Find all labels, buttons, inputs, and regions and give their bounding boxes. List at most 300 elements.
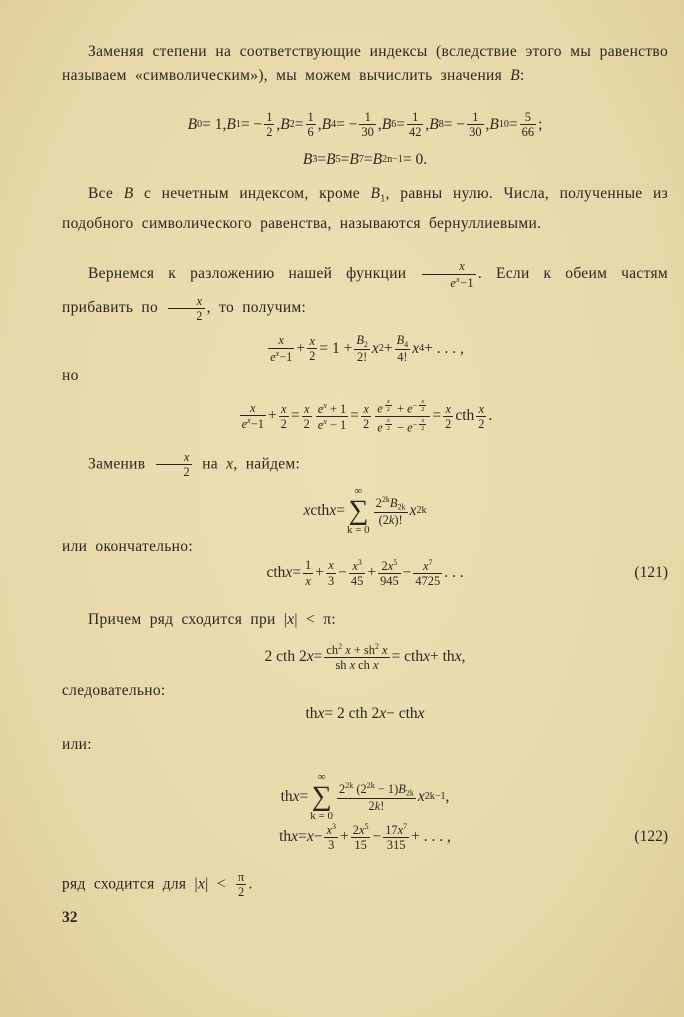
numerator <box>316 401 348 417</box>
text-run: 315 <box>386 838 406 853</box>
numerator <box>324 642 389 658</box>
superscript <box>358 558 362 567</box>
superscript <box>367 781 375 790</box>
math-variable: x <box>412 339 420 357</box>
text-run: следовательно: <box>62 682 166 699</box>
text-run: + <box>367 564 377 582</box>
text-run: − <box>393 420 408 435</box>
denominator <box>385 425 392 432</box>
math-variable: B <box>326 151 336 168</box>
sum-upper-limit: ∞ <box>317 771 326 783</box>
math-variable: e <box>407 401 413 416</box>
math-variable: e <box>317 417 324 432</box>
paragraph <box>62 40 668 88</box>
text-run: 1 <box>364 110 371 124</box>
math-variable: x <box>309 333 315 348</box>
fraction <box>443 402 453 432</box>
denominator <box>303 574 313 588</box>
equation <box>62 486 668 536</box>
text-run: cth <box>455 407 475 425</box>
equation <box>62 822 668 852</box>
text-run: 1 <box>235 118 241 130</box>
superscript <box>383 398 394 414</box>
text-run: 2k <box>416 505 427 516</box>
math-variable: e <box>241 417 248 432</box>
text-run: 42 <box>409 125 422 140</box>
math-variable: x <box>456 274 461 284</box>
equation-number: (122) <box>634 828 668 846</box>
math-variable: x <box>358 822 365 837</box>
text-run: 7 <box>428 558 433 567</box>
equation <box>62 702 668 726</box>
fraction <box>240 401 266 431</box>
text-run: 945 <box>380 574 399 589</box>
text-run: 5 <box>393 558 398 567</box>
math-variable: x <box>397 822 404 837</box>
text-run: th <box>279 828 292 846</box>
math-variable: x <box>247 416 251 426</box>
fraction <box>279 402 289 432</box>
text-run: + <box>296 339 306 357</box>
text-run: − 1 <box>326 417 347 432</box>
text-run: 2 <box>196 308 203 323</box>
text-run: 1 <box>412 110 419 124</box>
numerator <box>407 110 423 125</box>
denominator <box>385 406 392 413</box>
denominator <box>419 425 426 432</box>
superscript <box>383 416 394 433</box>
numerator <box>264 110 274 125</box>
text-run: 7 <box>403 822 408 831</box>
math-variable: e <box>377 420 383 435</box>
text-run: 1 <box>307 110 314 124</box>
paragraph <box>62 364 668 388</box>
denominator <box>395 350 411 364</box>
denominator <box>383 838 409 852</box>
text-run: ch <box>355 658 373 673</box>
text-run: 1 <box>305 558 312 573</box>
text-run: 2 <box>339 781 346 796</box>
math-variable: x <box>292 788 300 805</box>
math-variable: x <box>382 642 388 657</box>
numerator <box>324 822 338 838</box>
denominator <box>354 350 370 364</box>
text-run: (2 <box>353 781 367 796</box>
math-variable: x <box>197 875 206 893</box>
math-variable: x <box>445 401 451 416</box>
text-run: , <box>445 788 450 805</box>
math-variable: B <box>396 333 405 347</box>
denominator <box>316 417 348 432</box>
text-run: 2 cth 2 <box>264 648 307 666</box>
text-run: = <box>432 407 442 425</box>
text-run: + 1 <box>326 401 347 416</box>
math-variable: x <box>417 705 425 722</box>
text-run: 17 <box>385 822 398 837</box>
text-run: 2 <box>280 416 287 431</box>
text-run: cth <box>310 502 330 519</box>
fraction <box>349 558 365 588</box>
numerator <box>279 402 289 417</box>
text-run: = <box>396 115 405 133</box>
denominator <box>351 838 371 852</box>
superscript <box>403 822 407 831</box>
math-variable: x <box>323 416 327 426</box>
denominator <box>349 574 365 588</box>
equation <box>62 772 668 822</box>
numerator <box>240 401 266 416</box>
text-run: , <box>461 648 466 666</box>
fraction <box>395 333 411 364</box>
math-variable: x <box>285 564 293 582</box>
text-run: 2 <box>289 118 295 130</box>
text-run: 7 <box>358 154 364 165</box>
text-run: 2 <box>352 822 359 837</box>
denominator <box>156 465 193 479</box>
denominator <box>236 885 247 899</box>
math-variable: x <box>287 611 295 628</box>
text-run: | < π: <box>294 611 336 628</box>
text-run: 2 <box>183 465 191 480</box>
fraction <box>337 781 416 813</box>
text-run: 2 <box>478 416 485 431</box>
numerator <box>351 822 371 838</box>
text-run: , <box>377 115 382 133</box>
denominator <box>413 574 442 588</box>
text-run: 4! <box>397 350 408 365</box>
math-variable: B <box>372 151 383 168</box>
text-run: 32 <box>62 909 78 926</box>
paragraph <box>62 257 668 325</box>
numerator <box>306 110 316 125</box>
denominator <box>419 406 426 413</box>
fraction <box>156 450 193 480</box>
numerator <box>354 333 370 350</box>
superscript <box>416 499 426 523</box>
math-variable: B <box>381 115 392 133</box>
superscript <box>425 785 446 809</box>
text-run: 2 <box>386 425 390 433</box>
denominator <box>302 417 312 431</box>
math-variable: x <box>303 502 311 519</box>
math-variable: x <box>196 293 203 308</box>
equation <box>62 333 668 364</box>
superscript <box>382 495 390 504</box>
fraction <box>264 110 274 140</box>
text-run: , то получим: <box>206 299 307 316</box>
text-run: 1 <box>472 110 479 124</box>
text-run: 2 <box>368 798 375 813</box>
text-run: или: <box>62 736 92 753</box>
math-variable: x <box>352 558 358 573</box>
superscript <box>429 558 433 567</box>
text-run: 2 <box>445 416 452 431</box>
superscript <box>412 416 429 433</box>
math-variable: x <box>387 558 394 573</box>
math-variable: B <box>398 781 406 796</box>
text-run: 8 <box>438 118 444 130</box>
text-run: − 1) <box>374 781 399 796</box>
fraction <box>520 110 536 140</box>
math-variable: x <box>409 502 417 519</box>
text-run: + <box>339 828 349 846</box>
math-variable: e <box>377 401 383 416</box>
text-run: . <box>488 407 493 425</box>
text-run: , <box>276 115 281 133</box>
fraction <box>383 822 409 852</box>
text-run: 3 <box>328 838 335 853</box>
text-run: = <box>340 151 350 168</box>
text-run: − <box>338 564 347 582</box>
text-run: 2k <box>381 494 390 504</box>
math-variable: x <box>329 502 337 519</box>
fraction <box>307 334 317 364</box>
text-run: 3 <box>357 558 362 567</box>
fraction <box>375 398 430 435</box>
math-variable: B <box>349 151 359 168</box>
math-variable: B <box>389 495 398 510</box>
math-variable: x <box>323 400 327 410</box>
math-variable: x <box>328 558 334 573</box>
text-run: 2 <box>421 406 425 414</box>
text-run: 4725 <box>415 574 441 589</box>
text-run: но <box>62 367 79 384</box>
text-run: 66 <box>521 125 535 140</box>
numerator <box>359 110 375 125</box>
text-run: 2 <box>363 416 370 431</box>
text-run: 2 <box>363 339 368 349</box>
text-run: = <box>294 115 304 133</box>
text-run: | < <box>205 875 234 893</box>
paragraph <box>62 733 668 757</box>
numerator <box>302 402 312 417</box>
text-run: −1 <box>460 275 474 290</box>
numerator <box>419 398 426 406</box>
numerator <box>236 870 247 885</box>
denominator <box>443 417 453 431</box>
math-variable: x <box>183 450 190 464</box>
text-run: − cth <box>386 705 418 722</box>
numerator <box>303 558 313 573</box>
numerator <box>443 402 453 417</box>
text-run: = 0. <box>402 151 428 168</box>
numerator <box>375 398 430 417</box>
text-run: + <box>383 339 393 357</box>
subscript <box>499 113 509 137</box>
text-run: 2 <box>374 642 379 651</box>
fraction <box>407 110 423 140</box>
text-run: −1 <box>279 349 293 364</box>
denominator <box>476 417 486 431</box>
text-run: 3 <box>312 154 318 165</box>
fraction <box>168 294 205 324</box>
math-variable: e <box>270 349 276 364</box>
subscript <box>398 503 406 512</box>
math-variable: x <box>317 705 325 722</box>
math-variable: x <box>250 401 256 416</box>
text-run: = <box>317 151 327 168</box>
text-run: 0 <box>197 118 203 130</box>
math-variable: B <box>356 333 364 347</box>
text-run: − <box>412 400 418 410</box>
fraction <box>324 642 389 672</box>
sum-lower-limit: k = 0 <box>346 524 370 536</box>
equation <box>62 110 668 140</box>
text-run: ряд сходится для | <box>62 875 198 893</box>
text-run: 6 <box>307 125 314 140</box>
denominator <box>337 799 416 813</box>
math-variable: x <box>478 401 485 416</box>
math-variable: x <box>386 398 390 405</box>
superscript <box>393 558 397 567</box>
math-variable: x <box>372 658 379 673</box>
text-run: . . . <box>444 564 464 582</box>
summation <box>310 772 333 822</box>
text-run: . Если к обеим частям прибавить по <box>62 265 669 316</box>
denominator <box>467 125 483 139</box>
math-variable: e <box>450 275 457 290</box>
math-variable: x <box>275 348 280 358</box>
paragraph <box>62 679 668 703</box>
fraction <box>361 402 371 432</box>
math-variable: x <box>306 648 314 666</box>
superscript <box>364 822 368 831</box>
text-run: , найдем: <box>233 455 301 473</box>
math-variable: x <box>421 398 425 405</box>
math-variable: B <box>429 115 439 133</box>
math-variable: B <box>321 115 332 133</box>
numerator <box>374 495 408 513</box>
text-run: = <box>313 648 323 666</box>
text-run: 5 <box>335 154 341 165</box>
text-run: 5 <box>364 822 369 831</box>
text-run: + <box>267 407 277 425</box>
text-run: 2n−1 <box>382 154 403 165</box>
numerator <box>326 558 336 573</box>
paragraph <box>62 450 668 480</box>
numerator <box>413 558 442 574</box>
fraction <box>385 398 392 414</box>
text-run: − <box>372 828 382 846</box>
numerator <box>361 402 371 417</box>
text-run: = <box>290 407 300 425</box>
fraction <box>359 110 375 140</box>
text-run: 15 <box>354 838 367 853</box>
fraction <box>324 822 338 852</box>
text-run: + . . . , <box>411 828 451 846</box>
paragraph <box>62 608 668 632</box>
fraction <box>354 333 370 364</box>
sigma-symbol: ∑ <box>348 495 369 526</box>
text-run: = 1, <box>202 115 227 133</box>
text-run: 2 <box>378 342 384 354</box>
denominator <box>307 349 317 363</box>
numerator <box>476 402 486 417</box>
numerator <box>385 398 392 406</box>
denominator <box>324 658 389 672</box>
numerator <box>422 259 475 274</box>
text-run: 2 <box>375 495 382 510</box>
text-run: = <box>508 115 518 133</box>
sum-upper-limit: ∞ <box>354 485 363 497</box>
numerator <box>349 558 365 574</box>
math-variable: x <box>278 333 284 348</box>
sum-lower-limit: k = 0 <box>310 810 333 822</box>
math-variable: x <box>326 822 332 837</box>
text-run: = <box>299 788 309 805</box>
text-run: + <box>393 401 408 416</box>
math-variable: x <box>280 401 287 416</box>
numerator <box>378 558 401 574</box>
subscript <box>404 340 408 349</box>
math-variable: x <box>305 573 311 588</box>
text-run: (2 <box>378 512 389 527</box>
fraction <box>316 401 348 432</box>
text-run: ch <box>326 642 339 657</box>
text-run: 4 <box>404 339 409 349</box>
text-run: sh <box>335 658 350 673</box>
text-run: 2 <box>237 885 245 900</box>
text-run: Причем ряд сходится при | <box>88 611 288 628</box>
text-run: : <box>520 67 525 84</box>
math-variable: x <box>349 658 356 673</box>
denominator <box>407 125 423 139</box>
text-run: 2! <box>356 350 368 365</box>
text-run: = <box>350 407 360 425</box>
text-run: = − <box>336 115 358 133</box>
text-run: , <box>425 115 430 133</box>
text-run: = <box>292 564 302 582</box>
math-variable: e <box>407 420 413 435</box>
denominator <box>361 417 371 431</box>
text-run: π <box>237 870 245 884</box>
summation <box>347 486 370 536</box>
math-variable: x <box>421 416 425 424</box>
math-variable: e <box>317 401 324 416</box>
text-run: . <box>248 875 253 893</box>
numerator <box>520 110 536 125</box>
text-run: = cth <box>391 648 424 666</box>
text-run: , равны нулю. Числа, полученные из подобного символического равенства, называются бернуллиевыми. <box>62 185 668 232</box>
equation <box>62 398 668 435</box>
text-run: 3 <box>331 822 336 831</box>
math-variable: x <box>345 642 351 657</box>
fraction <box>326 558 336 588</box>
text-run: = 2 cth 2 <box>324 705 380 722</box>
text-run: = <box>336 502 345 519</box>
text-run: 2k <box>345 780 354 790</box>
math-variable: x <box>303 401 310 416</box>
numerator <box>383 822 409 838</box>
text-run: или окончательно: <box>62 538 193 555</box>
text-run: 6 <box>391 118 397 130</box>
text-run: 2k <box>397 502 406 512</box>
text-run: 10 <box>498 118 509 130</box>
paragraph <box>62 870 668 900</box>
math-variable: x <box>306 828 314 846</box>
math-variable: x <box>386 416 390 424</box>
math-variable: k <box>374 798 381 813</box>
fraction <box>236 870 247 900</box>
numerator <box>385 417 392 425</box>
numerator <box>156 450 193 465</box>
math-variable: x <box>459 259 465 274</box>
math-variable: B <box>489 115 499 133</box>
fraction <box>422 259 475 289</box>
text-run: Все <box>88 185 124 202</box>
text-run: 3 <box>327 573 335 588</box>
numerator <box>268 333 294 348</box>
